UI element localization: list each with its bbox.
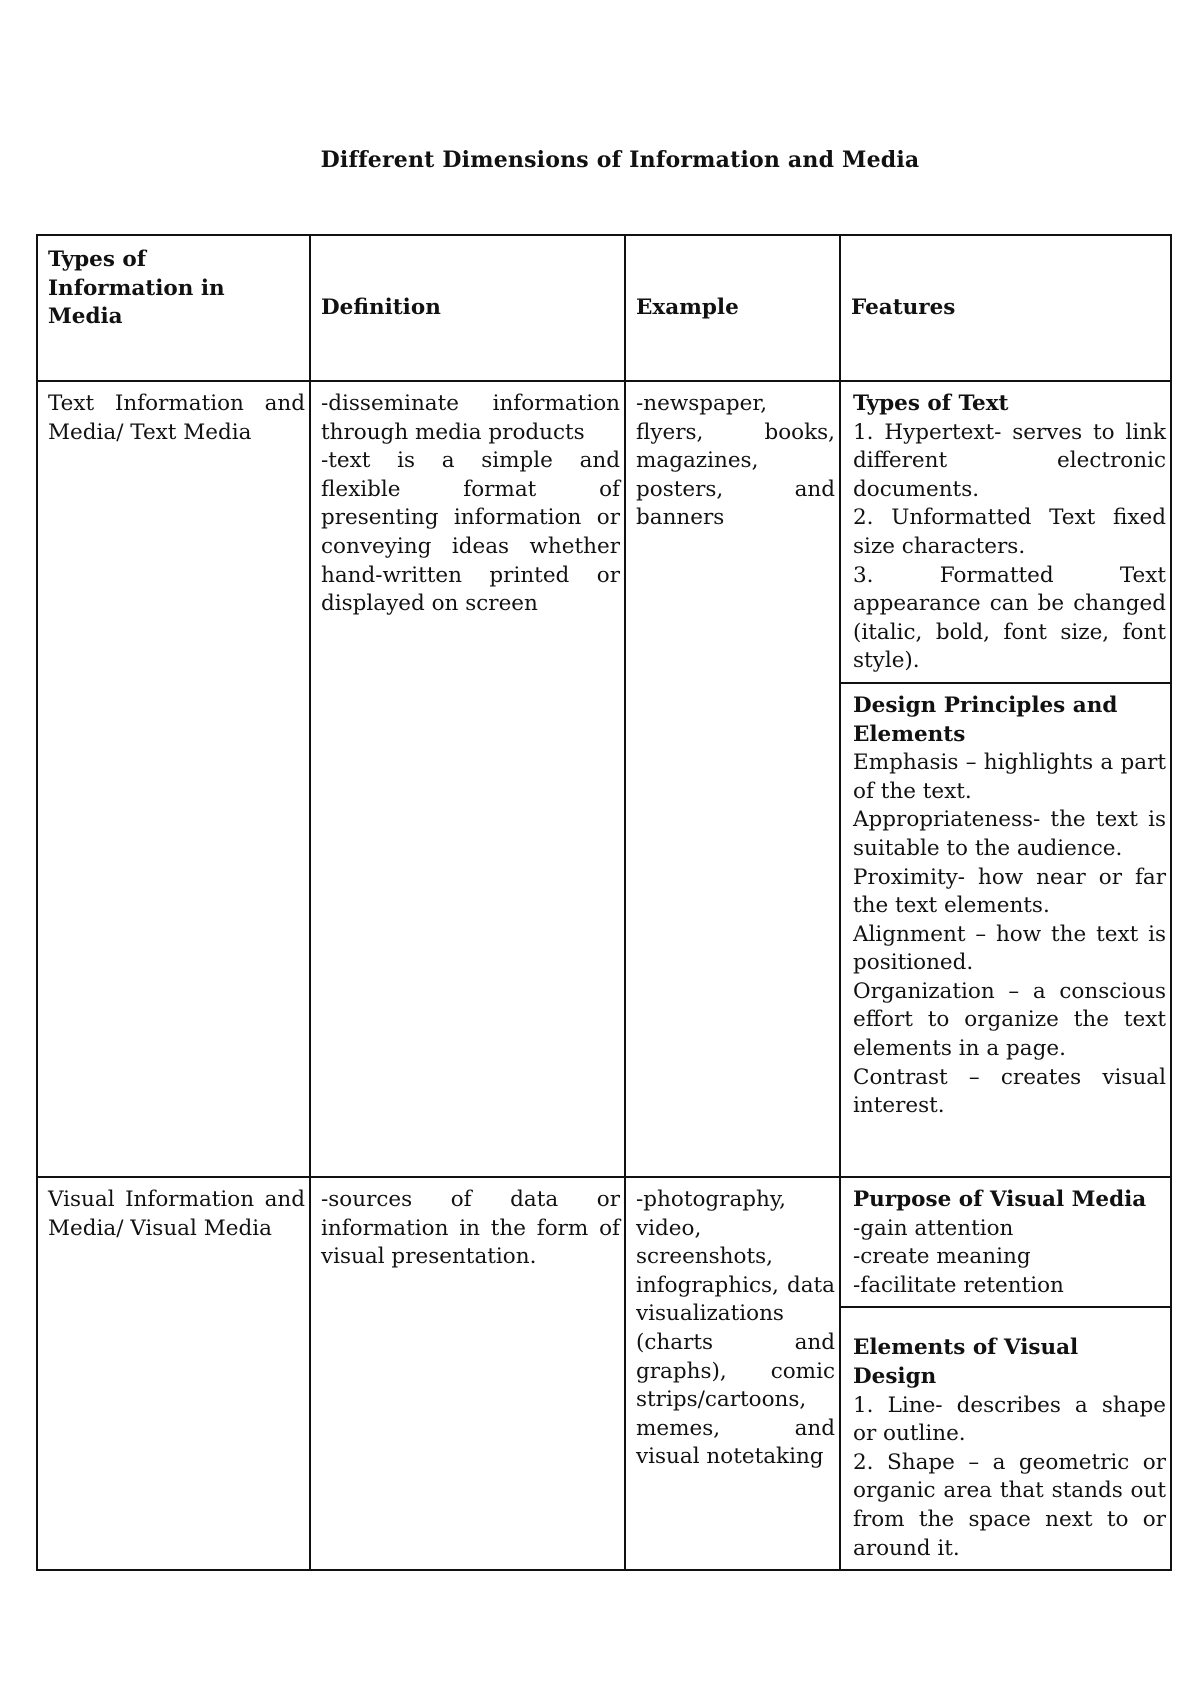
row-example-cell: -newspaper, flyers, books, magazines, posters, and banners [625,381,840,1177]
features-block-purpose-visual-media [841,1178,1170,1306]
features-line: Organization – a conscious effort to organize the text elements in a page. [853,978,1166,1062]
row-definition-cell [310,381,625,1177]
definition-line: -disseminate information through media products [321,391,620,445]
features-line: 3. Formatted Text appearance can be changed (italic, bold, font size, font style). [853,562,1166,674]
features-line: 2. Unformatted Text fixed size characters. [853,505,1166,559]
information-media-table [36,234,1172,1571]
header-definition: Definition [310,235,625,381]
features-line: Emphasis – highlights a part of the text. [853,750,1166,804]
features-line: -create meaning [853,1244,1031,1270]
definition-line: -sources of data or information in the form of visual presentation. [321,1187,620,1270]
features-line: 1. Line- describes a shape or outline. [853,1392,1166,1447]
header-types-of-information: Types of Information in Media [37,235,310,381]
header-features: Features [840,235,1171,381]
row-type-cell: Visual Information and Media/ Visual Media [37,1177,310,1570]
features-line: -gain attention [853,1215,1014,1241]
row-definition-cell [310,1177,625,1570]
features-heading: Purpose of Visual Media [853,1187,1147,1212]
features-block-types-of-text [841,382,1170,682]
document-title: Different Dimensions of Information and Media [320,147,920,173]
row-example-cell: -photography, video, screenshots, infographics, data visualizations (charts and graphs), comic strips/cartoons, memes, and visual notetaking [625,1177,840,1570]
features-line: Appropriateness- the text is suitable to the audience. [853,807,1166,861]
features-line: 1. Hypertext- serves to link different electronic documents. [853,419,1166,502]
table-row [37,381,1171,1177]
features-line: Proximity- how near or far the text elements. [853,864,1166,919]
features-block-design-principles [841,682,1170,1127]
definition-line: -text is a simple and flexible format of presenting information or conveying ideas whether hand-written printed or displayed on screen [321,448,620,617]
features-heading: Types of Text [853,391,1009,416]
features-heading: Elements of Visual Design [853,1335,1079,1389]
features-block-elements-visual-design [841,1306,1170,1569]
features-line: 2. Shape – a geometric or organic area that stands out from the space next to or around it. [853,1449,1166,1561]
features-line: Contrast – creates visual interest. [853,1064,1166,1119]
features-line: Alignment – how the text is positioned. [853,921,1166,976]
row-features-cell [840,1177,1171,1570]
features-line: -facilitate retention [853,1272,1064,1298]
header-example: Example [625,235,840,381]
features-heading: Design Principles and Elements [853,692,1118,747]
row-features-cell [840,381,1171,1177]
row-type-cell: Text Information and Media/ Text Media [37,381,310,1177]
table-row [37,1177,1171,1570]
table-header-row [37,235,1171,381]
